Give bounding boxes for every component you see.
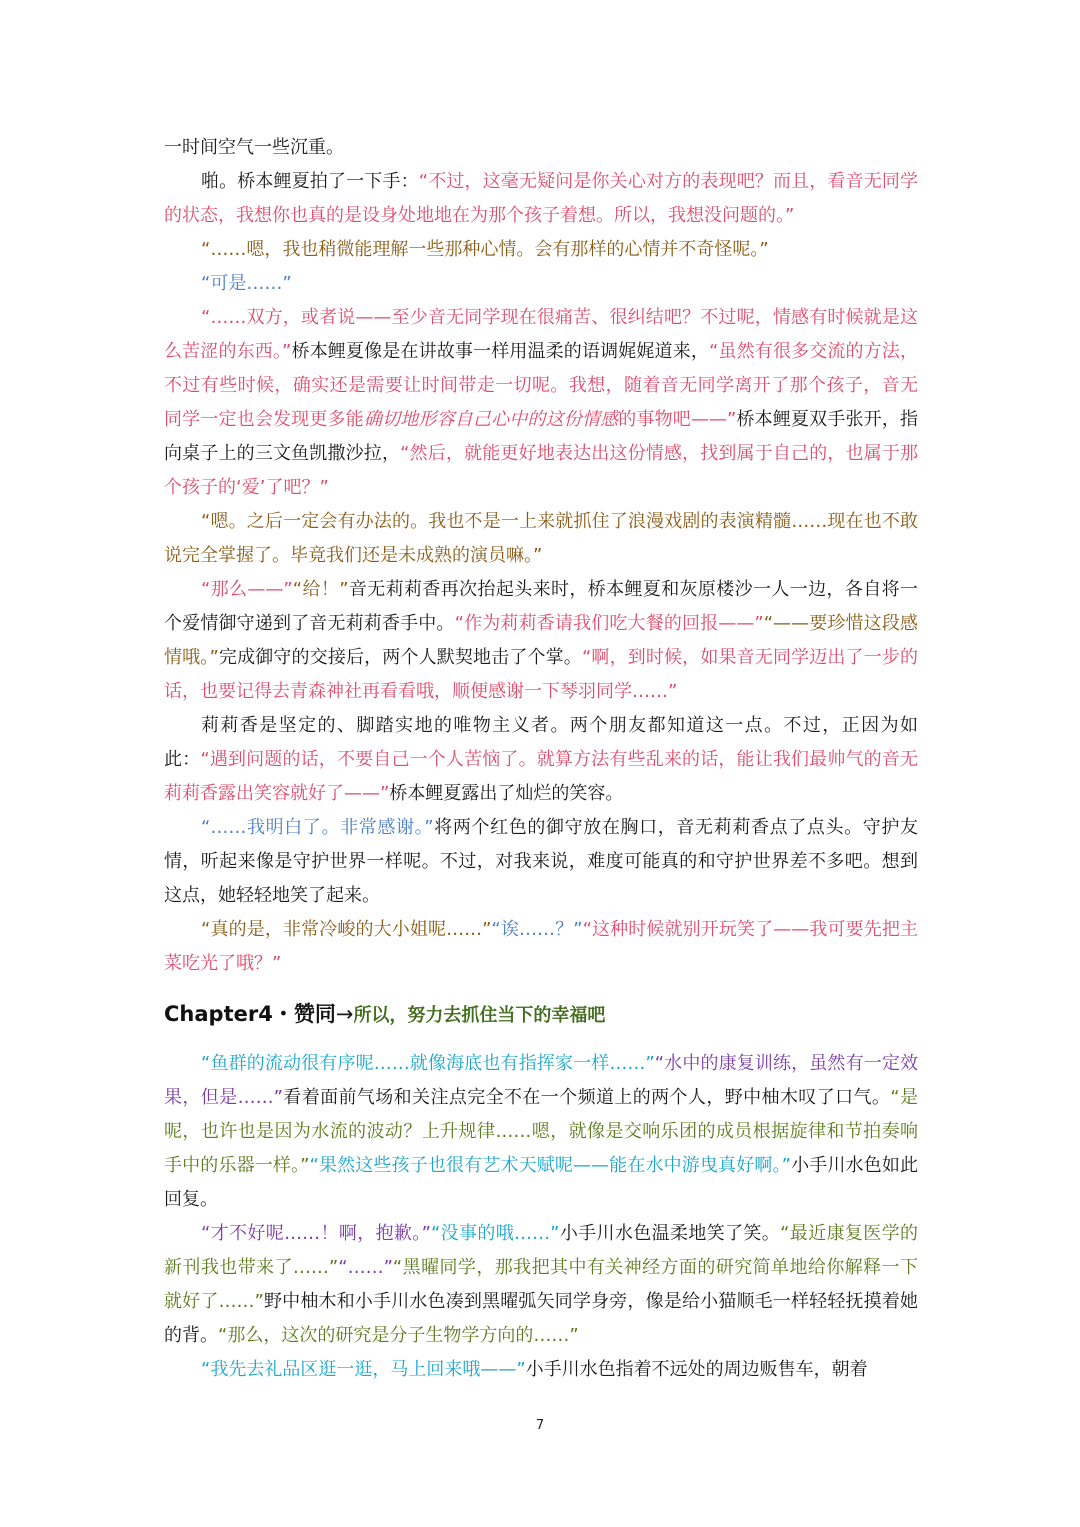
dialogue-text: “是呢，也许也是因为水流的波动？上升规律……嗯，就像是交响乐团的成员根据旋律和节拍奏响手中的乐器一样。” bbox=[164, 1087, 919, 1176]
paragraph bbox=[164, 301, 918, 505]
narration-text: 音无莉莉香再次抬起头来时，桥本鲤夏和灰原楼沙一人一边，各自将一个爱情御守递到了音无莉莉香手中。 bbox=[164, 579, 918, 634]
paragraph bbox=[164, 233, 918, 267]
paragraph-group-before-chapter bbox=[164, 131, 918, 981]
dialogue-text: “果然这些孩子也很有艺术天赋呢——能在水中游曳真好啊。” bbox=[309, 1155, 791, 1176]
dialogue-text: 的事物吧——” bbox=[618, 409, 737, 430]
dialogue-text: “然后，就能更好地表达出这份情感，找到属于自己的，也属于那个孩子的‘爱’了吧？” bbox=[164, 443, 919, 498]
paragraph-group-after-chapter bbox=[164, 1047, 918, 1387]
body-text bbox=[164, 131, 918, 1387]
dialogue-text: “作为莉莉香请我们吃大餐的回报——” bbox=[454, 613, 764, 634]
dialogue-text: “可是……” bbox=[201, 273, 292, 294]
paragraph bbox=[164, 1217, 918, 1353]
paragraph bbox=[164, 573, 918, 709]
narration-text: 桥本鲤夏露出了灿烂的笑容。 bbox=[389, 783, 624, 804]
dialogue-text: “最近康复医学的新刊我也带来了……” bbox=[164, 1223, 919, 1278]
narration-text: 将两个红色的御守放在胸口，音无莉莉香点了点头。守护友情，听起来像是守护世界一样呢。不过，对我来说，难度可能真的和守护世界差不多吧。想到这点，她轻轻地笑了起来。 bbox=[164, 817, 918, 906]
dialogue-text: “遇到问题的话，不要自己一个人苦恼了。就算方法有些乱来的话，能让我们最帅气的音无莉莉香露出笑容就好了——” bbox=[164, 749, 918, 804]
narration-text: 小手川水色如此回复。 bbox=[164, 1155, 918, 1210]
dialogue-text: “没事的哦……” bbox=[430, 1223, 560, 1244]
dialogue-text: “……嗯，我也稍微能理解一些那种心情。会有那样的心情并不奇怪呢。” bbox=[201, 239, 769, 260]
dialogue-text: “这种时候就别开玩笑了——我可要先把主菜吃光了哦？” bbox=[164, 919, 919, 974]
dialogue-text: “诶……？” bbox=[491, 919, 583, 940]
narration-text: 野中柚木和小手川水色凑到黑曜弧矢同学身旁，像是给小猫顺毛一样轻轻抚摸着她的背。 bbox=[164, 1291, 918, 1346]
dialogue-text: “那么——” bbox=[201, 579, 293, 600]
chapter-subtitle: 所以，努力去抓住当下的幸福吧 bbox=[353, 1005, 606, 1026]
dialogue-text: “我先去礼品区逛一逛，马上回来哦——” bbox=[201, 1359, 526, 1380]
narration-text: 小手川水色指着不远处的周边贩售车，朝着 bbox=[525, 1359, 868, 1380]
paragraph bbox=[164, 811, 918, 913]
page-number: 7 bbox=[535, 1418, 545, 1433]
dialogue-text: “嗯。之后一定会有办法的。我也不是一上来就抓住了浪漫戏剧的表演精髓……现在也不敢说完全掌握了。毕竟我们还是未成熟的演员嘛。” bbox=[164, 511, 918, 566]
dialogue-text: “虽然有很多交流的方法，不过有些时候，确实还是需要让时间带走一切呢。我想，随着音无同学离开了那个孩子，音无同学一定也会发现更多能 bbox=[164, 341, 919, 430]
dialogue-text: “水中的康复训练，虽然有一定效果，但是……” bbox=[164, 1053, 918, 1108]
dialogue-text: “——要珍惜这段感情哦。” bbox=[164, 613, 919, 668]
paragraph bbox=[164, 1047, 918, 1217]
paragraph bbox=[164, 165, 918, 233]
dialogue-text: 确切地形容自己心中的这份情感 bbox=[363, 409, 619, 430]
dialogue-text: “给！” bbox=[292, 579, 349, 600]
dialogue-text: “……双方，或者说——至少音无同学现在很痛苦、很纠结吧？不过呢，情感有时候就是这么苦涩的东西。” bbox=[164, 307, 918, 362]
paragraph bbox=[164, 913, 918, 981]
narration-text: 莉莉香是坚定的、脚踏实地的唯物主义者。两个朋友都知道这一点。不过，正因为如此： bbox=[164, 715, 918, 770]
dialogue-text: “不过，这毫无疑问是你关心对方的表现吧？而且，看音无同学的状态，我想你也真的是设身处地地在为那个孩子着想。所以，我想没问题的。” bbox=[164, 171, 918, 226]
narration-text: 看着面前气场和关注点完全不在一个频道上的两个人，野中柚木叹了口气。 bbox=[282, 1087, 891, 1108]
paragraph bbox=[164, 131, 918, 165]
narration-text: 啪。桥本鲤夏拍了一下手： bbox=[201, 171, 419, 192]
dialogue-text: “……我明白了。非常感谢。” bbox=[201, 817, 434, 838]
narration-text: 桥本鲤夏像是在讲故事一样用温柔的语调娓娓道来， bbox=[291, 341, 710, 362]
paragraph bbox=[164, 267, 918, 301]
dialogue-text: “啊，到时候，如果音无同学迈出了一步的话，也要记得去青森神社再看看哦，顺便感谢一下琴羽同学……” bbox=[164, 647, 918, 702]
dialogue-text: “鱼群的流动很有序呢……就像海底也有指挥家一样……” bbox=[201, 1053, 655, 1074]
narration-text: 小手川水色温柔地笑了笑。 bbox=[559, 1223, 781, 1244]
narration-text: 完成御守的交接后，两个人默契地击了个掌。 bbox=[218, 647, 582, 668]
paragraph bbox=[164, 709, 918, 811]
paragraph bbox=[164, 1353, 918, 1387]
chapter-heading bbox=[164, 997, 918, 1033]
dialogue-text: “那么，这次的研究是分子生物学方向的……” bbox=[218, 1325, 579, 1346]
chapter-title: Chapter4・赞同 bbox=[164, 1002, 336, 1026]
dialogue-text: “黑曜同学，那我把其中有关神经方面的研究简单地给你解释一下就好了……” bbox=[164, 1257, 918, 1312]
dialogue-text: “真的是，非常冷峻的大小姐呢……” bbox=[201, 919, 492, 940]
narration-text: 桥本鲤夏双手张开，指向桌子上的三文鱼凯撒沙拉， bbox=[164, 409, 919, 464]
dialogue-text: “……” bbox=[338, 1257, 393, 1278]
dialogue-text: “才不好呢……！啊，抱歉。” bbox=[201, 1223, 431, 1244]
arrow-icon: → bbox=[335, 1002, 354, 1026]
paragraph bbox=[164, 505, 918, 573]
narration-text: 一时间空气一些沉重。 bbox=[164, 137, 344, 158]
